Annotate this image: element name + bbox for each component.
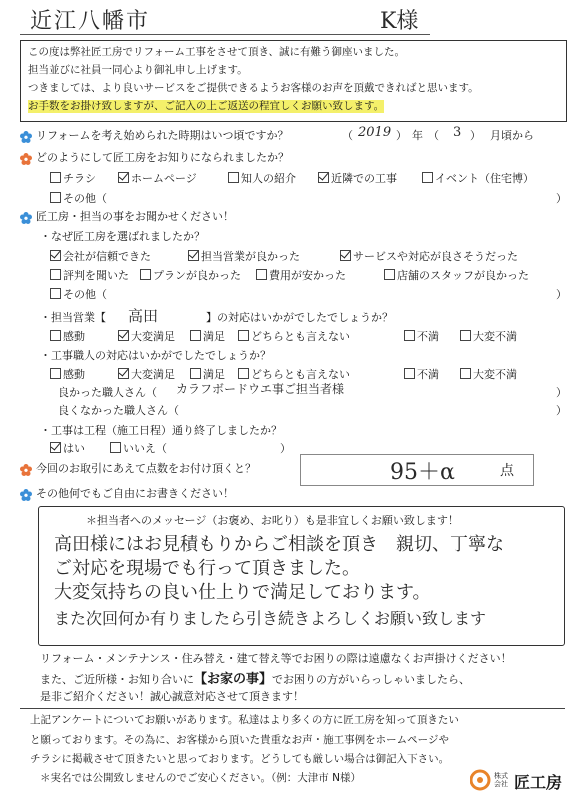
- checkbox-checked-icon: [50, 442, 61, 453]
- reason-2[interactable]: 担当営業が良かった: [188, 248, 300, 264]
- sales-rating-3[interactable]: 満足: [190, 328, 225, 344]
- reason-5[interactable]: プランが良かった: [140, 267, 241, 283]
- notice-line-4: ＊実名では公開致しませんのでご安心ください。（例：大津市 N様）: [40, 772, 361, 784]
- checkbox-checked-icon: [118, 172, 129, 183]
- checkbox-icon: [256, 269, 267, 280]
- checkbox-checked-icon: [318, 172, 329, 183]
- q1-year: 2019: [358, 125, 392, 140]
- q1-paren-open-2: （: [428, 129, 439, 142]
- worker-rating-2[interactable]: 大変満足: [118, 366, 175, 382]
- header-underline: [20, 34, 430, 35]
- flower-icon: [20, 150, 32, 162]
- worker-rating-4[interactable]: どちらとも言えない: [238, 366, 350, 382]
- footer-highlight: 【お家の事】: [194, 672, 273, 687]
- q2-option-3[interactable]: 知人の紹介: [228, 170, 296, 186]
- footer-line-2c: でお困りの方がいらっしゃいましたら、: [272, 673, 471, 686]
- sales-rating-4[interactable]: どちらとも言えない: [238, 328, 350, 344]
- customer-name: K様: [380, 9, 419, 34]
- message-hand-3: 大変気持ちの良い仕上りで満足しております。: [54, 582, 431, 603]
- notice-line-1: 上記アンケートについてお願いがあります。私達はより多くの方に匠工房を知って頂きたい: [30, 714, 459, 726]
- q5-text: その他何でもご自由にお書きください！: [36, 487, 234, 500]
- reason-4[interactable]: 評判を聞いた: [50, 267, 129, 283]
- checkbox-icon: [238, 368, 249, 379]
- checkbox-icon: [50, 172, 61, 183]
- checkbox-icon: [238, 330, 249, 341]
- checkbox-icon: [190, 368, 201, 379]
- q3-why: ・なぜ匠工房を選ばれましたか？: [40, 230, 205, 243]
- q1-paren-open: （: [342, 129, 353, 142]
- checkbox-icon: [228, 172, 239, 183]
- footer-line-3: 是非ご紹介ください！誠心誠意対応させて頂きます！: [40, 690, 304, 703]
- reason-other-close: ）: [556, 288, 567, 301]
- footer-line-2: [40, 668, 470, 687]
- intro-line-3: つきましては、より良いサービスをご提供できるようお客様のお声を頂戴できればと思います。: [28, 82, 479, 94]
- worker-rating-1[interactable]: 感動: [50, 366, 85, 382]
- reason-other[interactable]: その他（: [50, 286, 107, 302]
- message-hand-4: また次回何か有りましたら引き続きよろしくお願い致します: [54, 609, 487, 628]
- message-hand-1: 高田様にはお見積もりからご相談を頂き 親切、丁寧な: [54, 534, 504, 555]
- notice-line-2: と願っております。その為に、お客様から頂いた貴重なお声・施工事例をホームページや: [30, 734, 449, 746]
- q1-paren-close-2: ）: [470, 129, 481, 142]
- checkbox-icon: [50, 269, 61, 280]
- q3-text: 匠工房・担当の事をお聞かせください！: [36, 210, 234, 223]
- worker-rating-3[interactable]: 満足: [190, 366, 225, 382]
- message-hand-2: ご対応を現場でも行って頂きました。: [54, 558, 360, 579]
- q2-option-5[interactable]: イベント（住宅博）: [422, 170, 534, 186]
- checkbox-icon: [422, 172, 433, 183]
- footer-line-2a: また、ご近所様・お知り合いに: [40, 673, 194, 686]
- q2-other[interactable]: その他（: [50, 190, 107, 206]
- checkbox-icon: [110, 442, 121, 453]
- q1-text: リフォームを考え始められた時期はいつ頃ですか？: [36, 129, 289, 142]
- schedule-no[interactable]: いいえ（: [110, 440, 167, 456]
- intro-line-4: お手数をお掛け致しますが、ご記入の上ご返送の程宜しくお願い致します。: [28, 100, 385, 112]
- q1-paren-close: ）: [396, 129, 407, 142]
- checkbox-icon: [404, 368, 415, 379]
- checkbox-icon: [460, 368, 471, 379]
- sales-rating-5[interactable]: 不満: [404, 328, 439, 344]
- q2-text: どのようにして匠工房をお知りになられましたか？: [36, 151, 289, 164]
- worker-rating-5[interactable]: 不満: [404, 366, 439, 382]
- sales-rating-1[interactable]: 感動: [50, 328, 85, 344]
- notice-line-3: チラシに掲載させて頂きたいと思っております。どうしても厳しい場合は御記入下さい。: [30, 753, 450, 765]
- sales-prefix: ・担当営業【: [40, 311, 106, 324]
- checkbox-icon: [50, 368, 61, 379]
- reason-3[interactable]: サービスや対応が良さそうだった: [340, 248, 518, 264]
- sales-suffix: 】の対応はいかがでしたでしょうか？: [206, 311, 393, 324]
- checkbox-checked-icon: [118, 368, 129, 379]
- footer-divider: [20, 708, 565, 709]
- q1-year-label: 年: [412, 129, 423, 142]
- worker-question: ・工事職人の対応はいかがでしたでしょうか？: [40, 349, 271, 362]
- bad-worker-close: ）: [556, 404, 567, 417]
- q4-text: 今回のお取引にあえて点数をお付け頂くと？: [36, 462, 256, 475]
- checkbox-checked-icon: [340, 250, 351, 261]
- intro-line-1: この度は弊社匠工房でリフォーム工事をさせて頂き、誠に有難う御座いました。: [28, 46, 406, 58]
- schedule-no-close: ）: [280, 442, 291, 455]
- sales-rating-2[interactable]: 大変満足: [118, 328, 175, 344]
- q2-option-2[interactable]: ホームページ: [118, 170, 197, 186]
- company-logo: [470, 766, 575, 794]
- sales-name: 高田: [128, 307, 159, 325]
- reason-7[interactable]: 店舗のスタッフが良かった: [384, 267, 529, 283]
- good-worker-close: ）: [556, 386, 567, 399]
- checkbox-icon: [50, 330, 61, 341]
- flower-icon: [20, 486, 32, 498]
- reason-6[interactable]: 費用が安かった: [256, 267, 346, 283]
- checkbox-icon: [140, 269, 151, 280]
- q1-month: 3: [453, 125, 462, 140]
- checkbox-checked-icon: [50, 250, 61, 261]
- schedule-yes[interactable]: はい: [50, 440, 85, 456]
- bad-worker-label: 良くなかった職人さん（: [58, 404, 179, 417]
- flower-icon: [20, 209, 32, 221]
- good-worker-label: 良かった職人さん（: [58, 386, 157, 399]
- logo-text: 匠工房: [514, 773, 563, 792]
- logo-small-text: 株式会社: [494, 772, 508, 788]
- checkbox-checked-icon: [188, 250, 199, 261]
- footer-line-1: リフォーム・メンテナンス・住み替え・建て替え等でお困りの際は遠慮なくお声掛けください！: [40, 652, 512, 665]
- checkbox-checked-icon: [118, 330, 129, 341]
- checkbox-icon: [50, 288, 61, 299]
- checkbox-icon: [384, 269, 395, 280]
- q2-other-close: ）: [556, 192, 567, 205]
- good-worker-value: カラフボードウエ事ご担当者様: [176, 382, 345, 396]
- reason-1[interactable]: 会社が信頼できた: [50, 248, 151, 264]
- checkbox-icon: [50, 192, 61, 203]
- checkbox-icon: [460, 330, 471, 341]
- worker-rating-6[interactable]: 大変不満: [460, 366, 517, 382]
- schedule-question: ・工事は工程（施工日程）通り終了しましたか？: [40, 424, 282, 437]
- q1-month-label: 月頃から: [490, 129, 534, 142]
- customer-city: 近江八幡市: [30, 9, 151, 34]
- checkbox-icon: [190, 330, 201, 341]
- q2-option-1[interactable]: チラシ: [50, 170, 96, 186]
- checkbox-icon: [404, 330, 415, 341]
- logo-mark-icon: [470, 768, 492, 792]
- intro-line-2: 担当並びに社員一同心より御礼申し上げます。: [28, 64, 248, 76]
- score-unit: 点: [500, 463, 514, 479]
- flower-icon: [20, 128, 32, 140]
- flower-icon: [20, 461, 32, 473]
- score-value: 95＋α: [390, 460, 455, 485]
- sales-rating-6[interactable]: 大変不満: [460, 328, 517, 344]
- message-box-title: ＊担当者へのメッセージ（お褒め、お叱り）も是非宜しくお願い致します！: [86, 514, 459, 527]
- q2-option-4[interactable]: 近隣での工事: [318, 170, 397, 186]
